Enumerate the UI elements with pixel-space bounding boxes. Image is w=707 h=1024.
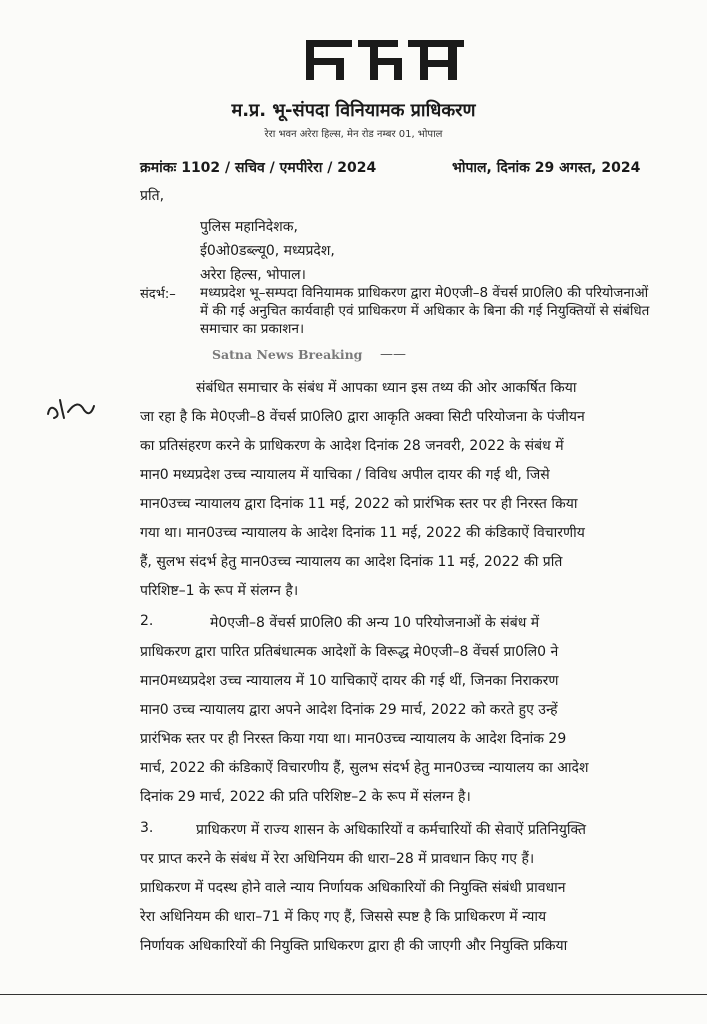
body-line: प्राधिकरण में पदस्थ होने वाले न्याय निर्णायक अधिकारियों की नियुक्ति संबंधी प्रावधान (140, 880, 566, 896)
subject-text: मध्यप्रदेश भू–सम्पदा विनियामक प्राधिकरण द्वारा मे0एजी–8 वेंचर्स प्रा0लि0 की परियोजनाओं में की गई अनुचित कार्यवाही एवं प्राधिकरण में अधिकार के बिना की गई नियुक्तियों से संबंधित समाचार का प्रकाशन। (200, 285, 650, 337)
subject-dash: —— (380, 347, 406, 362)
recipient-line: पुलिस महानिदेशक, (200, 219, 298, 235)
body-line: हैं, सुलभ संदर्भ हेतु मान0उच्च न्यायालय का आदेश दिनांक 11 मई, 2022 की प्रति (140, 554, 563, 570)
bottom-rule (0, 994, 707, 995)
reference-number: क्रमांकः 1102 / सचिव / एमपीरेरा / 2024 (140, 160, 377, 176)
body-line: रेरा अधिनियम की धारा–71 में किए गए हैं, जिससे स्पष्ट है कि प्राधिकरण में न्याय (140, 909, 547, 925)
body-line: मान0 उच्च न्यायालय द्वारा अपने आदेश दिनांक 29 मार्च, 2022 को करते हुए उन्हें (140, 702, 558, 718)
paragraph-number: 2. (140, 613, 154, 629)
organization-title: म.प्र. भू-संपदा विनियामक प्राधिकरण (231, 100, 476, 121)
body-line: दिनांक 29 मार्च, 2022 की प्रति परिशिष्ट–2 के रूप में संलग्न है। (140, 789, 471, 805)
body-line: मार्च, 2022 की कंडिकाऐं विचारणीय हैं, सुलभ संदर्भ हेतु मान0उच्च न्यायालय का आदेश (140, 760, 589, 776)
watermark: Satna News Breaking (212, 347, 363, 362)
prati-label: प्रति, (140, 188, 165, 204)
recipient-line: अरेरा हिल्स, भोपाल। (200, 267, 306, 283)
body-line: संबंधित समाचार के संबंध में आपका ध्यान इस तथ्य की ओर आकर्षित किया (196, 380, 577, 396)
body-line: जा रहा है कि मे0एजी–8 वेंचर्स प्रा0लि0 द्वारा आकृति अक्वा सिटी परियोजना के पंजीयन (140, 409, 585, 425)
body-line: मान0मध्यप्रदेश उच्च न्यायालय में 10 याचिकाऐं दायर की गई थीं, जिनका निराकरण (140, 673, 559, 689)
body-line: पर प्राप्त करने के संबंध में रेरा अधिनियम की धारा–28 में प्रावधान किए गए हैं। (140, 851, 535, 867)
body-line: मान0 मध्यप्रदेश उच्च न्यायालय में याचिका / विविध अपील दायर की गई थी, जिसे (140, 467, 550, 483)
letter-date: भोपाल, दिनांक 29 अगस्त, 2024 (452, 160, 641, 176)
body-line: मान0उच्च न्यायालय द्वारा दिनांक 11 मई, 2022 को प्रारंभिक स्तर पर ही निरस्त किया (140, 496, 578, 512)
organization-address: रेरा भवन अरेरा हिल्स, मेन रोड नम्बर 01, भोपाल (264, 129, 443, 140)
paragraph-number: 3. (140, 820, 154, 836)
body-line: प्राधिकरण में राज्य शासन के अधिकारियों व कर्मचारियों की सेवाऐं प्रतिनियुक्ति (196, 822, 587, 838)
handwritten-margin-note (44, 392, 100, 426)
body-line: गया था। मान0उच्च न्यायालय के आदेश दिनांक 11 मई, 2022 की कंडिकाऐं विचारणीय (140, 525, 585, 541)
body-line: प्राधिकरण द्वारा पारित प्रतिबंधात्मक आदेशों के विरूद्ध मे0एजी–8 वेंचर्स प्रा0लि0 ने (140, 644, 559, 660)
body-line: मे0एजी–8 वेंचर्स प्रा0लि0 की अन्य 10 परियोजनाओं के संबंध में (210, 615, 540, 631)
subject-label: संदर्भ:– (140, 287, 176, 302)
rera-logo (300, 36, 470, 88)
body-line: प्रारंभिक स्तर पर ही निरस्त किया गया था। मान0उच्च न्यायालय के आदेश दिनांक 29 (140, 731, 567, 747)
body-line: निर्णायक अधिकारियों की नियुक्ति प्राधिकरण द्वारा ही की जाएगी और नियुक्ति प्रकिया (140, 938, 568, 954)
body-line: परिशिष्ट–1 के रूप में संलग्न है। (140, 583, 299, 599)
body-line: का प्रतिसंहरण करने के प्राधिकरण के आदेश दिनांक 28 जनवरी, 2022 के संबंध में (140, 438, 564, 454)
recipient-line: ई0ओ0डब्ल्यू0, मध्यप्रदेश, (200, 243, 335, 259)
